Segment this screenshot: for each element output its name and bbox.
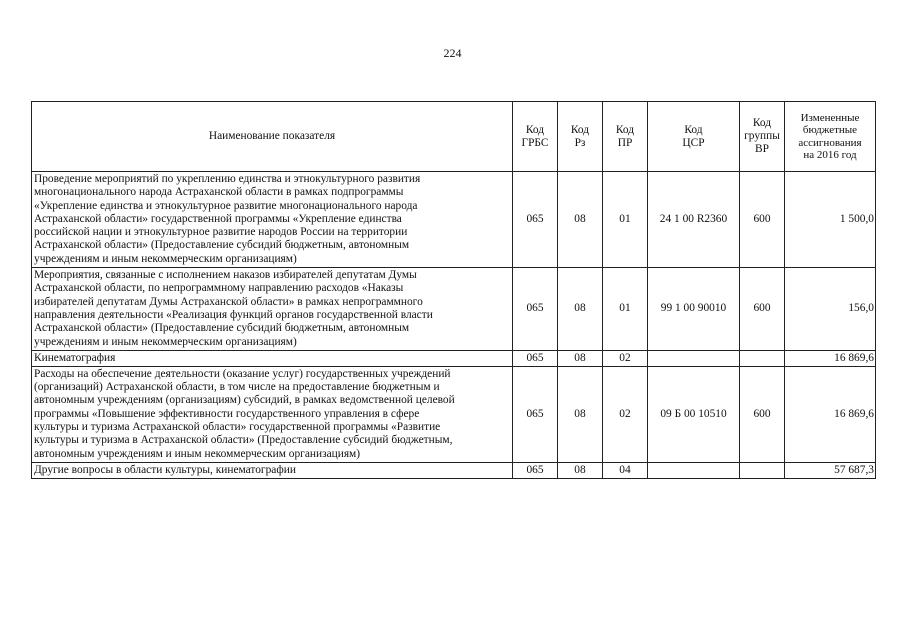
- header-csr: Код ЦСР: [648, 102, 740, 172]
- table-body: [32, 172, 876, 479]
- table-row: [32, 366, 876, 462]
- table-header: [32, 102, 876, 172]
- row-csr: [648, 462, 740, 478]
- header-grbs: Код ГРБС: [513, 102, 558, 172]
- header-rz: Код Рз: [558, 102, 603, 172]
- row-name: Кинематография: [32, 350, 513, 366]
- page-number: 224: [443, 46, 462, 60]
- header-pr: Код ПР: [603, 102, 648, 172]
- row-vr: [740, 462, 785, 478]
- row-name: Мероприятия, связанные с исполнением наказов избирателей депутатам Думы Астраханской области, по непрограммному направлению расходов «Наказы избирателей депутатам Думы Астраханской области» в рамках непрограммного направления деятельности «Реализация функций органов государственной власти Астраханской области» (Предоставление субсидий бюджетным, автономным учреждениям и иным некоммерческим организациям): [32, 268, 513, 351]
- row-csr: 24 1 00 R2360: [648, 172, 740, 268]
- row-csr: 09 Б 00 10510: [648, 366, 740, 462]
- row-name: Расходы на обеспечение деятельности (оказание услуг) государственных учреждений (организаций) Астраханской области, в том числе на предоставление бюджетным и автономным учреждениям (организациям) субсидий, в рамках ведомственной целевой программы «Повышение эффективности государственного управления в сфере культуры и туризма Астраханской области» государственной программы «Развитие культуры и туризма в Астраханской области» (Предоставление субсидий бюджетным, автономным учреждениям и иным некоммерческим организациям): [32, 366, 513, 462]
- table-row: [32, 462, 876, 478]
- row-name: Другие вопросы в области культуры, кинематографии: [32, 462, 513, 478]
- row-amount: 16 869,6: [785, 366, 876, 462]
- row-amount: 16 869,6: [785, 350, 876, 366]
- row-name: Проведение мероприятий по укреплению единства и этнокультурного развития многонационального народа Астраханской области в рамках подпрограммы «Укрепление единства и этнокультурное развитие многонационального народа Астраханской области» государственной программы «Укрепление единства российской нации и этнокультурное развитие народов России на территории Астраханской области» (Предоставление субсидий бюджетным, автономным учреждениям и иным некоммерческим организациям): [32, 172, 513, 268]
- row-grbs: 065: [513, 366, 558, 462]
- header-name: Наименование показателя: [32, 102, 513, 172]
- row-amount: 57 687,3: [785, 462, 876, 478]
- row-rz: 08: [558, 172, 603, 268]
- row-amount: 156,0: [785, 268, 876, 351]
- row-vr: 600: [740, 172, 785, 268]
- row-grbs: 065: [513, 172, 558, 268]
- row-pr: 04: [603, 462, 648, 478]
- row-grbs: 065: [513, 462, 558, 478]
- row-vr: 600: [740, 268, 785, 351]
- row-rz: 08: [558, 366, 603, 462]
- row-rz: 08: [558, 462, 603, 478]
- row-pr: 01: [603, 172, 648, 268]
- row-csr: [648, 350, 740, 366]
- row-rz: 08: [558, 268, 603, 351]
- row-vr: [740, 350, 785, 366]
- row-csr: 99 1 00 90010: [648, 268, 740, 351]
- row-rz: 08: [558, 350, 603, 366]
- row-pr: 01: [603, 268, 648, 351]
- table-row: [32, 350, 876, 366]
- row-pr: 02: [603, 366, 648, 462]
- header-row: [32, 102, 876, 172]
- row-pr: 02: [603, 350, 648, 366]
- row-grbs: 065: [513, 350, 558, 366]
- row-grbs: 065: [513, 268, 558, 351]
- row-amount: 1 500,0: [785, 172, 876, 268]
- row-vr: 600: [740, 366, 785, 462]
- header-vr: Код группы ВР: [740, 102, 785, 172]
- table-row: [32, 268, 876, 351]
- budget-table: [31, 101, 876, 479]
- header-amount: Измененные бюджетные ассигнования на 2016 год: [785, 102, 876, 172]
- table-row: [32, 172, 876, 268]
